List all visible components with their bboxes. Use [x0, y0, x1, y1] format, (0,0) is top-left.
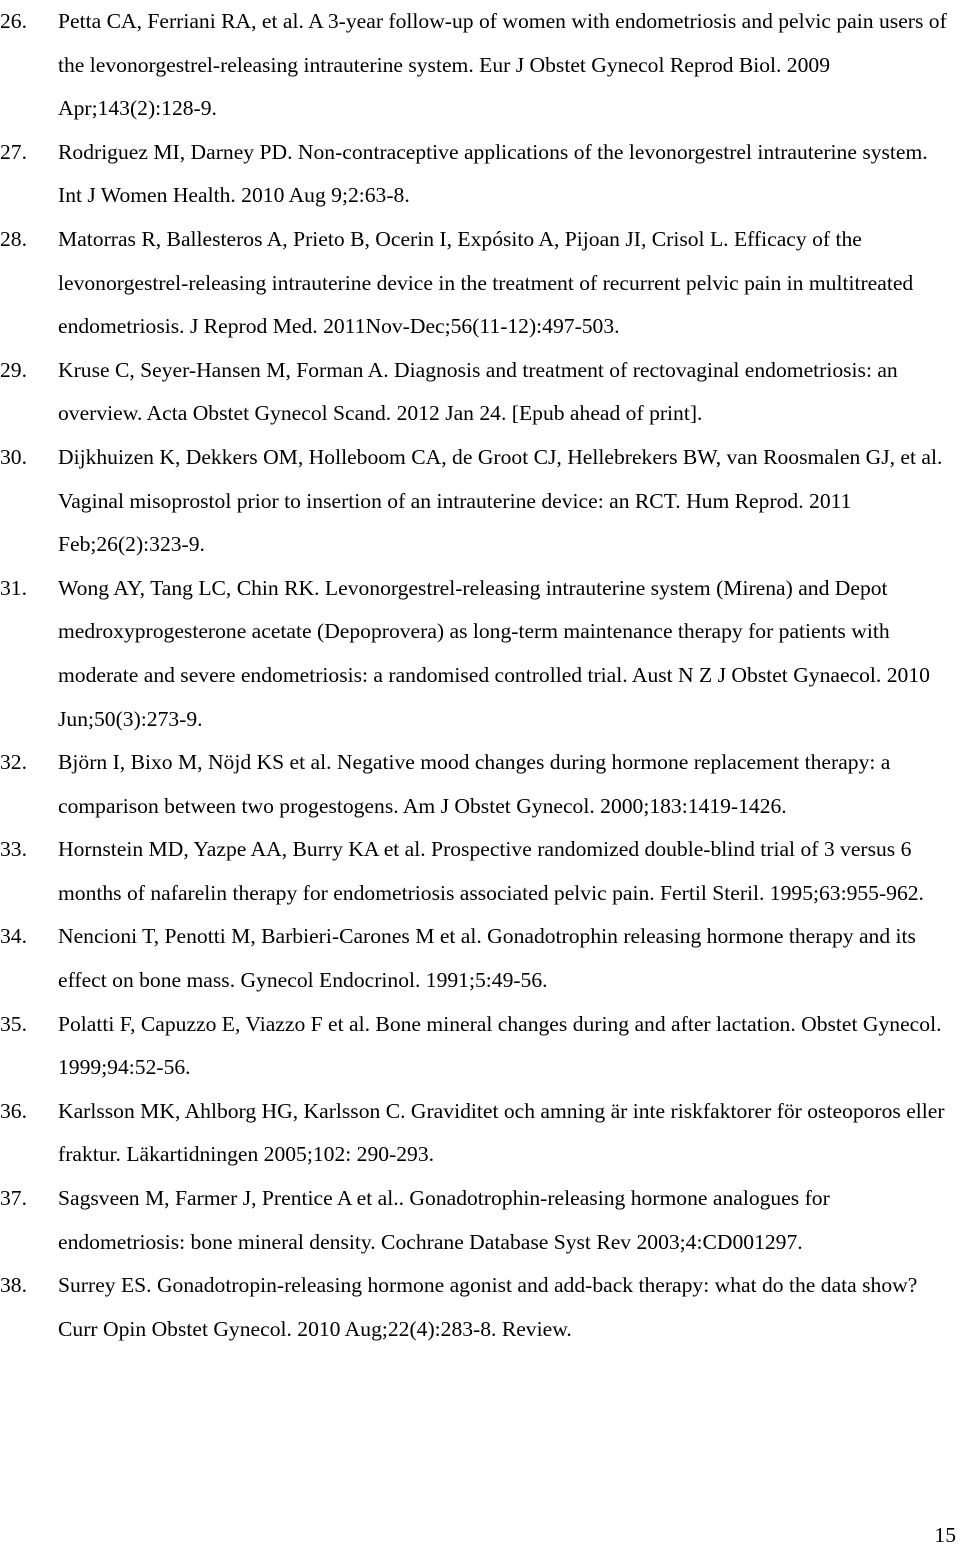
reference-number: 34.: [0, 924, 27, 949]
reference-item-31: [0, 567, 960, 741]
reference-number: 33.: [0, 837, 27, 862]
reference-item-28: [0, 218, 960, 349]
reference-item-37: [0, 1177, 960, 1264]
reference-text: Sagsveen M, Farmer J, Prentice A et al.. Gonadotrophin-releasing hormone analogues for endometriosis: bone mineral density. Cochrane Database Syst Rev 2003;4:CD001297.: [58, 1186, 830, 1254]
reference-item-26: [0, 0, 960, 131]
reference-number: 32.: [0, 750, 27, 775]
reference-number: 30.: [0, 444, 27, 469]
reference-text: Petta CA, Ferriani RA, et al. A 3-year follow-up of women with endometriosis and pelvic pain users of the levonorgestrel-releasing intrauterine system. Eur J Obstet Gynecol Reprod Biol. 2009 Apr;143(2):128-9.: [58, 9, 947, 121]
reference-number: 38.: [0, 1273, 27, 1298]
reference-number: 37.: [0, 1186, 27, 1211]
reference-text: Polatti F, Capuzzo E, Viazzo F et al. Bone mineral changes during and after lactation. Obstet Gynecol. 1999;94:52-56.: [58, 1011, 942, 1080]
reference-text: Kruse C, Seyer-Hansen M, Forman A. Diagnosis and treatment of rectovaginal endometriosis: an overview. Acta Obstet Gynecol Scand. 2012 Jan 24. [Epub ahead of print].: [58, 357, 898, 426]
reference-text: Dijkhuizen K, Dekkers OM, Holleboom CA, de Groot CJ, Hellebrekers BW, van Roosmalen GJ, et al. Vaginal misoprostol prior to insertion of an intrauterine device: an RCT. Hum Reprod. 2011 Feb;26(2):323-9.: [58, 444, 943, 557]
reference-item-36: [0, 1090, 960, 1177]
reference-text: Matorras R, Ballesteros A, Prieto B, Ocerin I, Expósito A, Pijoan JI, Crisol L. Efficacy of the levonorgestrel-releasing intrauterine device in the treatment of recurrent pelvic pain in multitreated endometriosis. J Reprod Med. 2011Nov-Dec;56(11-12):497-503.: [58, 226, 914, 339]
reference-text: Karlsson MK, Ahlborg HG, Karlsson C. Graviditet och amning är inte riskfaktorer för osteoporos eller fraktur. Läkartidningen 2005;102: 290-293.: [58, 1098, 945, 1167]
reference-item-27: [0, 131, 960, 218]
reference-item-33: [0, 828, 960, 915]
reference-item-38: [0, 1264, 960, 1351]
reference-number: 36.: [0, 1098, 27, 1123]
reference-item-29: [0, 349, 960, 436]
page-number: 15: [934, 1523, 956, 1547]
reference-text: Hornstein MD, Yazpe AA, Burry KA et al. Prospective randomized double-blind trial of 3 versus 6 months of nafarelin therapy for endometriosis associated pelvic pain. Fertil Steril. 1995;63:955-962.: [58, 837, 924, 905]
reference-number: 35.: [0, 1011, 27, 1036]
reference-item-32: [0, 741, 960, 828]
reference-number: 28.: [0, 226, 27, 251]
reference-number: 27.: [0, 139, 27, 164]
reference-item-30: [0, 436, 960, 567]
reference-text: Surrey ES. Gonadotropin-releasing hormone agonist and add-back therapy: what do the data show? Curr Opin Obstet Gynecol. 2010 Aug;22(4):283-8. Review.: [58, 1273, 918, 1341]
reference-text: Rodriguez MI, Darney PD. Non-contraceptive applications of the levonorgestrel intrauterine system. Int J Women Health. 2010 Aug 9;2:63-8.: [58, 139, 928, 208]
reference-item-35: [0, 1003, 960, 1090]
reference-item-34: [0, 915, 960, 1002]
reference-text: Wong AY, Tang LC, Chin RK. Levonorgestrel-releasing intrauterine system (Mirena) and Depot medroxyprogesterone acetate (Depoprovera) as long-term maintenance therapy for patients with moderate and severe endometriosis: a randomised controlled trial. Aust N Z J Obstet Gynaecol. 2010 Jun;50(3):273-9.: [58, 575, 930, 731]
reference-text: Nencioni T, Penotti M, Barbieri-Carones M et al. Gonadotrophin releasing hormone therapy and its effect on bone mass. Gynecol Endocrinol. 1991;5:49-56.: [58, 924, 916, 993]
reference-text: Björn I, Bixo M, Nöjd KS et al. Negative mood changes during hormone replacement therapy: a comparison between two progestogens. Am J Obstet Gynecol. 2000;183:1419-1426.: [58, 750, 891, 818]
reference-number: 29.: [0, 357, 27, 382]
reference-number: 26.: [0, 9, 27, 33]
reference-number: 31.: [0, 575, 27, 600]
